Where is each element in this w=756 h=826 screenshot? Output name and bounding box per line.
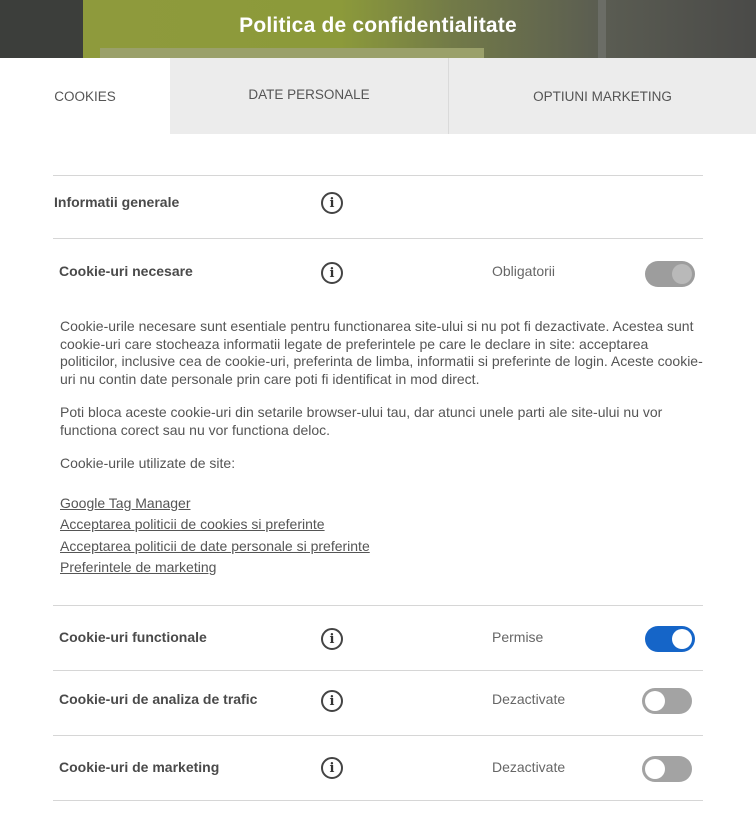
functional-cookies-toggle[interactable]: [645, 626, 695, 652]
info-icon[interactable]: i: [321, 690, 343, 712]
toggle-knob: [672, 264, 692, 284]
info-icon[interactable]: i: [321, 262, 343, 284]
info-icon[interactable]: i: [321, 628, 343, 650]
divider: [53, 238, 703, 239]
necessary-cookies-description: [60, 318, 705, 579]
functional-cookies-status: Permise: [492, 629, 544, 645]
marketing-cookies-toggle[interactable]: [642, 756, 692, 782]
toggle-knob: [645, 691, 665, 711]
description-paragraph: Poti bloca aceste cookie-uri din setarile browser-ului tau, dar atunci unele parti ale site-ului nu vor functiona corect sau nu vor functiona deloc.: [60, 404, 663, 438]
toggle-knob: [672, 629, 692, 649]
functional-cookies-label: Cookie-uri functionale: [59, 629, 207, 645]
general-info-label: Informatii generale: [54, 194, 180, 210]
page-title: Politica de confidentialitate: [239, 14, 517, 37]
analytics-cookies-label: Cookie-uri de analiza de trafic: [59, 691, 258, 707]
link-personal-data-policy[interactable]: Acceptarea politicii de date personale si preferinte: [60, 537, 370, 554]
tab-date-personale[interactable]: DATE PERSONALE: [170, 58, 449, 134]
link-cookie-policy[interactable]: Acceptarea politicii de cookies si preferinte: [60, 516, 325, 532]
necessary-cookies-status: Obligatorii: [492, 263, 556, 279]
tab-bar: [0, 58, 756, 134]
divider: [53, 670, 703, 671]
divider: [53, 735, 703, 736]
toggle-knob: [645, 759, 665, 779]
tab-cookies[interactable]: COOKIES: [0, 58, 170, 134]
divider: [53, 605, 703, 606]
analytics-cookies-status: Dezactivate: [492, 691, 566, 707]
necessary-cookies-toggle: [645, 261, 695, 287]
divider: [53, 175, 703, 176]
marketing-cookies-label: Cookie-uri de marketing: [59, 759, 220, 775]
description-paragraph: Cookie-urile necesare sunt esentiale pentru functionarea site-ului si nu pot fi dezactivate. Acestea sunt cookie-uri care stocheaza informatii legate de preferintele pe care le declare in site: acceptarea politicilor, inclusive cea de cookie-uri, preferinta de limba, informatii si preferinte de login. Aceste cookie-uri nu contin date personale prin care poti fi identificat in mod direct.: [60, 318, 703, 387]
info-icon[interactable]: i: [321, 757, 343, 779]
tab-optiuni-marketing[interactable]: OPTIUNI MARKETING: [449, 58, 756, 134]
analytics-cookies-toggle[interactable]: [642, 688, 692, 714]
link-google-tag-manager[interactable]: Google Tag Manager: [60, 494, 191, 511]
necessary-cookies-label: Cookie-uri necesare: [59, 263, 193, 279]
header: [0, 0, 756, 58]
divider: [53, 800, 703, 801]
cookie-links-list: [60, 493, 705, 579]
link-marketing-preferences[interactable]: Preferintele de marketing: [60, 559, 217, 575]
marketing-cookies-status: Dezactivate: [492, 759, 566, 775]
header-background-panel: [100, 48, 484, 58]
info-icon[interactable]: i: [321, 192, 343, 214]
description-paragraph: Cookie-urile utilizate de site:: [60, 455, 236, 471]
